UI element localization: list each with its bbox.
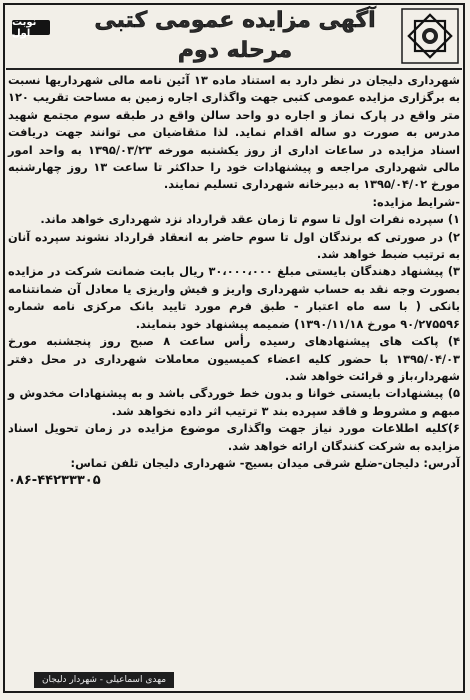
condition-item: ۲) در صورتی که برندگان اول تا سوم حاضر به انعقاد قرارداد نشوند سپرده آنان به ترتیب ضبط خواهد شد. (8, 229, 460, 262)
notice-subtitle: مرحله دوم (177, 38, 293, 63)
notice-header (6, 6, 464, 68)
signature-bar: مهدی اسماعیلی - شهردار دلیجان (34, 672, 174, 688)
header-divider (6, 68, 462, 70)
conditions-heading: -شرایط مزایده: (372, 194, 460, 209)
notice-title: آگهی مزایده عمومی کتبی (94, 8, 376, 33)
phone-number: ۰۸۶-۴۴۲۳۳۳۰۵ (8, 473, 101, 489)
notice-body (8, 72, 460, 646)
condition-item: ۴) پاکت های پیشنهادهای رسیده رأس ساعت ۸ صبح روز پنجشنبه مورخ ۱۳۹۵/۰۴/۰۳ با حضور کلیه اعضاء کمیسیون معاملات شهرداری در محل دفتر شهردار،باز و قرائت خواهد شد. (8, 334, 461, 383)
condition-item: ۳) پیشنهاد دهندگان بایستی مبلغ ۳۰،۰۰۰،۰۰۰ ریال بابت ضمانت شرکت در مزایده بصورت وجه نقد به حساب شهرداری واریز و فیش واریزی یا معادل آن ضمانتنامه بانکی ( با سه ماه اعتبار - طبق فرم مورد تایید بانک مرکزی نامه شماره ۹۰/۲۷۵۵۹۶ مورخ ۱۳۹۰/۱۱/۱۸) ضمیمه پیشنهاد خود بنمایند. (8, 264, 460, 331)
address-line: آدرس: دلیجان-ضلع شرقی میدان بسیج- شهرداری دلیجان تلفن تماس: (70, 455, 460, 470)
condition-item: ۵) پیشنهادات بایستی خوانا و بدون خط خوردگی باشد و به پیشنهادات مخدوش و مبهم و مشروط و فاقد سپرده بند ۳ ترتیب اثر داده نخواهد شد. (8, 386, 460, 418)
publication-badge: نوبت اول (12, 20, 50, 35)
condition-item: ۱) سپرده نفرات اول تا سوم تا زمان عقد قرارداد نزد شهرداری خواهد ماند. (40, 212, 460, 227)
intro-paragraph: شهرداری دلیجان در نظر دارد به استناد ماده ۱۳ آئین نامه مالی شهرداریها نسبت به برگزاری مزایده عمومی کتبی جهت واگذاری اجاره زمین به مساحت تقریب ۱۲۰ متر واقع در پارک نماز و اجاره دو واحد سالن واقع در طبقه سوم مجتمع شهید مدرس به صورت دو ساله اقدام نماید. لذا متقاضیان می توانند جهت دریافت اسناد مزایده در ساعات اداری از روز یکشنبه مورخه ۱۳۹۵/۰۳/۲۳ به واحد امور مالی شهرداری مراجعه و پیشنهادات خود را حداکثر تا ساعت ۱۳ روز چهارشنبه مورخ ۱۳۹۵/۰۴/۰۲ به دبیرخانه شهرداری تسلیم نمایند. (8, 73, 460, 192)
condition-item: ۶)کلیه اطلاعات مورد نیاز جهت واگذاری موضوع مزایده در زمان تحویل اسناد مزایده به شرکت کنندگان ارائه خواهد شد. (8, 421, 460, 453)
municipality-logo-icon (400, 8, 460, 64)
